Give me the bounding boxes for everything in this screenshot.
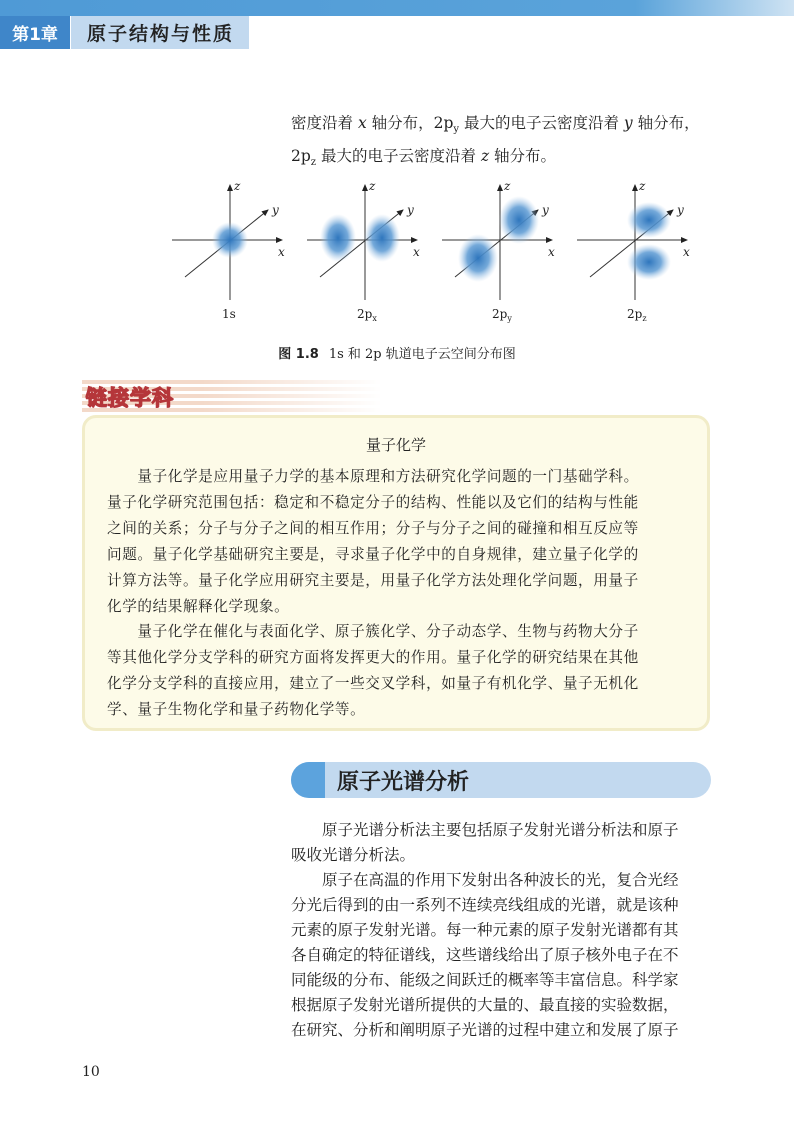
link-subject-label: 链接学科 bbox=[86, 386, 174, 410]
chapter-title: 原子结构与性质 bbox=[71, 16, 249, 49]
text-line: 量子化学研究范围包括：稳定和不稳定分子的结构、性能以及它们的结构与性能 bbox=[107, 493, 639, 511]
section-heading bbox=[291, 762, 711, 798]
text-line: 同能级的分布、能级之间跃迁的概率等丰富信息。科学家 bbox=[291, 971, 679, 989]
electron-cloud bbox=[499, 196, 539, 244]
x-axis-label: x bbox=[278, 245, 285, 259]
text-line: 量子化学在催化与表面化学、原子簇化学、分子动态学、生物与药物大分子 bbox=[107, 623, 639, 641]
z-axis-label: z bbox=[234, 179, 241, 193]
text-line: 之间的关系；分子与分子之间的相互作用；分子与分子之间的碰撞和相互反应等 bbox=[107, 519, 639, 537]
text-line: 量子化学是应用量子力学的基本原理和方法研究化学问题的一门基础学科。 bbox=[107, 468, 639, 485]
orbital-figure bbox=[160, 175, 720, 335]
link-box-title: 量子化学 bbox=[365, 436, 426, 454]
y-axis-label: y bbox=[272, 203, 279, 217]
electron-cloud bbox=[627, 202, 671, 238]
text: 最大的电子云密度沿着 bbox=[459, 114, 624, 132]
caption-text: 1s 和 2p 轨道电子云空间分布图 bbox=[328, 347, 516, 362]
text-line: 化学分支学科的直接应用，建立了一些交叉学科，如量子有机化学、量子无机化 bbox=[107, 675, 639, 693]
orbital-label: $2p_x$ bbox=[357, 307, 377, 323]
text-line: 原子在高温的作用下发射出各种波长的光，复合光经 bbox=[291, 871, 679, 889]
orbital-panel-0 bbox=[172, 179, 285, 321]
y-axis-label: y bbox=[542, 203, 549, 217]
y-axis-label: y bbox=[407, 203, 414, 217]
caption-number: 图 1.8 bbox=[278, 347, 319, 362]
z-axis-label: z bbox=[504, 179, 511, 193]
x-axis-label: x bbox=[548, 245, 555, 259]
var: z bbox=[480, 147, 490, 166]
z-axis-label: z bbox=[369, 179, 376, 193]
x-axis-label: x bbox=[683, 245, 690, 259]
sub: y bbox=[453, 124, 460, 136]
intro-paragraph bbox=[291, 110, 721, 176]
header-bar bbox=[0, 0, 794, 16]
figure-caption bbox=[0, 343, 794, 362]
text-line: 计算方法等。量子化学应用研究主要是，用量子化学方法处理化学问题，用量子 bbox=[107, 571, 639, 589]
y-axis-label: y bbox=[677, 203, 684, 217]
orbital-label: 1s bbox=[222, 307, 236, 321]
text-line: 元素的原子发射光谱。每一种元素的原子发射光谱都有其 bbox=[291, 921, 679, 939]
text-line: 各自确定的特征谱线，这些谱线给出了原子核外电子在不 bbox=[291, 946, 679, 964]
text: 2p bbox=[291, 147, 311, 166]
electron-cloud bbox=[458, 234, 498, 282]
text-line: 吸收光谱分析法。 bbox=[291, 846, 416, 864]
chapter-number: 第1章 bbox=[0, 16, 70, 49]
text-line: 等其他化学分支学科的研究方面将发挥更大的作用。量子化学的研究结果在其他 bbox=[107, 649, 639, 667]
section-body bbox=[291, 818, 721, 1043]
orbital-panel-2 bbox=[442, 179, 555, 323]
electron-cloud bbox=[364, 214, 400, 262]
link-box bbox=[82, 415, 710, 731]
text-line: 学、量子生物化学和量子药物化学等。 bbox=[107, 701, 366, 719]
text-line: 化学的结果解释化学现象。 bbox=[107, 597, 290, 615]
text-line: 根据原子发射光谱所提供的大量的、最直接的实验数据， bbox=[291, 996, 679, 1014]
orbital-panel-3 bbox=[577, 179, 690, 323]
text-line: 问题。量子化学基础研究主要是，寻求量子化学中的自身规律，建立量子化学的 bbox=[107, 545, 639, 563]
section-title: 原子光谱分析 bbox=[337, 770, 470, 795]
orbital-label: $2p_y$ bbox=[492, 307, 512, 323]
text-line: 原子光谱分析法主要包括原子发射光谱分析法和原子 bbox=[291, 821, 679, 839]
var: y bbox=[623, 114, 633, 132]
heading-accent bbox=[291, 762, 325, 798]
text: 密度沿着 bbox=[291, 114, 358, 132]
link-box-text bbox=[107, 464, 697, 723]
intro-line-2 bbox=[291, 143, 721, 176]
sub: z bbox=[310, 157, 317, 169]
electron-cloud bbox=[212, 222, 248, 258]
text-line: 在研究、分析和阐明原子光谱的过程中建立和发展了原子 bbox=[291, 1021, 679, 1039]
text: 轴分布。 bbox=[489, 147, 557, 166]
intro-line-1 bbox=[291, 110, 721, 143]
text: 轴分布，2p bbox=[366, 114, 454, 132]
electron-cloud bbox=[320, 214, 356, 262]
page-number: 10 bbox=[82, 1064, 100, 1080]
orbital-panel-1 bbox=[307, 179, 420, 323]
z-axis-label: z bbox=[639, 179, 646, 193]
text: 最大的电子云密度沿着 bbox=[316, 147, 481, 166]
text-line: 分光后得到的由一系列不连续亮线组成的光谱，就是该种 bbox=[291, 896, 679, 914]
text: 轴分布， bbox=[632, 114, 700, 132]
x-axis-label: x bbox=[413, 245, 420, 259]
var: x bbox=[357, 114, 367, 132]
electron-cloud bbox=[627, 244, 671, 280]
orbital-label: $2p_z$ bbox=[627, 307, 647, 323]
